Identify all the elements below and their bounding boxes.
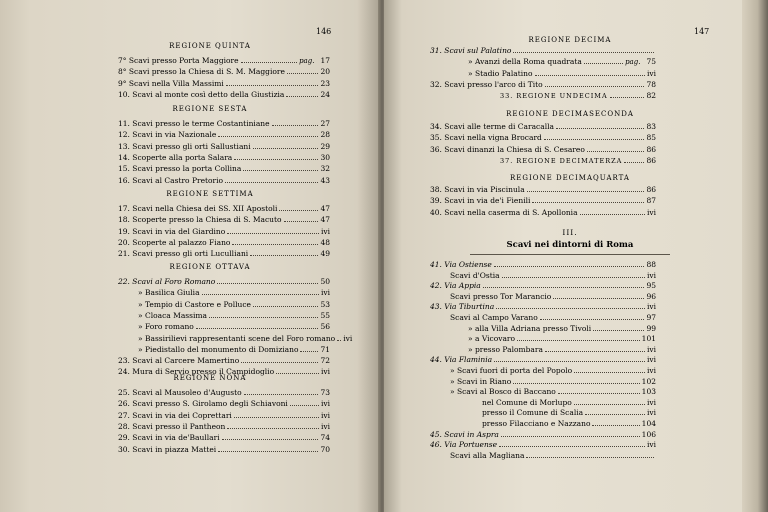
toc-entry (430, 185, 656, 197)
toc-entry-label: » Avanzi della Roma quadrata (468, 57, 582, 67)
leader-dots (218, 445, 318, 452)
toc-entry (118, 56, 330, 68)
section-title: REGIONE NONA (173, 374, 247, 382)
toc-entry (118, 300, 330, 312)
toc-page-number: ivi (320, 410, 330, 420)
toc-entry (118, 67, 330, 79)
toc-page-number: 24 (320, 89, 330, 99)
toc-page-number: 20 (320, 67, 330, 77)
toc-entry (430, 122, 656, 134)
toc-entry (118, 311, 330, 323)
toc-entry-label: 9° Scavi nella Villa Massimi (118, 78, 224, 88)
toc-page-number: ivi (646, 270, 656, 280)
toc-entry-label: 43. Via Tiburtina (430, 302, 495, 312)
toc-page-number: 28 (320, 130, 330, 140)
leader-dots (556, 122, 644, 129)
toc-entry-label: 36. Scavi dinanzi la Chiesa di S. Cesareo (430, 144, 585, 154)
toc-entry-label: 7° Scavi presso Porta Maggiore (118, 56, 239, 65)
toc-entry (118, 176, 330, 188)
leader-dots (241, 356, 318, 363)
toc-entry-label: 10. Scavi al monte così detto della Giustizia (118, 89, 285, 99)
toc-entry-label: » Scavi in Riano (450, 376, 512, 386)
leader-dots (496, 302, 645, 309)
toc-entry-label: Scavi d'Ostia (450, 270, 500, 280)
toc-page-number: 103 (641, 387, 656, 397)
toc-entry-label: 20. Scoperte al palazzo Fiano (118, 237, 231, 247)
leader-dots (532, 196, 644, 203)
toc-page-number: 82 (646, 91, 656, 101)
toc-page-number: 27 (320, 119, 330, 128)
toc-page-number: 48 (320, 237, 330, 247)
toc-entry-label: » Stadio Palatino (468, 68, 533, 78)
leader-dots (610, 91, 645, 98)
toc-entry-label: 22. Scavi al Foro Romano (118, 277, 216, 286)
leader-dots (227, 227, 319, 234)
toc-page-number: 30 (320, 152, 330, 162)
toc-entry-label: 46. Via Portuense (430, 440, 498, 450)
toc-page-number: 47 (320, 204, 330, 213)
toc-page-number: 83 (646, 122, 656, 131)
toc-page-number: 32 (320, 164, 330, 174)
toc-page-number: ivi (646, 366, 656, 375)
toc-entry-label: Scavi presso Tor Marancio (450, 291, 552, 301)
toc-entry-label: » Scavi fuori di porta del Popolo (450, 366, 573, 375)
leader-dots (494, 355, 645, 362)
toc-page-number: ivi (646, 440, 656, 450)
toc-entry-label: 11. Scavi presso le terme Costantiniane (118, 119, 270, 128)
leader-dots (544, 133, 645, 140)
toc-entry-label: 23. Scavi al Carcere Mamertino (118, 356, 240, 366)
page-number: 146 (316, 27, 332, 36)
toc-page-number: 101 (641, 334, 656, 344)
page-number: 147 (694, 27, 710, 36)
toc-entry-label: 37. REGIONE DECIMATERZA (500, 156, 623, 165)
toc-entry (430, 133, 656, 145)
leader-dots (574, 366, 645, 373)
toc-entry (118, 399, 330, 411)
toc-entry-label: 16. Scavi al Castro Pretorio (118, 175, 224, 185)
toc-entry-label: 42. Via Appia (430, 281, 481, 291)
toc-page-number: 99 (646, 323, 656, 333)
toc-entry-label: 17. Scavi nella Chiesa dei SS. XII Apostoli (118, 204, 278, 213)
toc-entry-label: 15. Scavi presso la porta Collina (118, 164, 242, 174)
leader-dots (232, 238, 318, 245)
toc-entry-label: 40. Scavi nella caserma di S. Apollonia (430, 207, 578, 217)
leader-dots (499, 440, 645, 447)
section-title: REGIONE DECIMA (528, 36, 612, 44)
toc-entry (430, 69, 656, 81)
toc-entry (430, 156, 656, 168)
leader-dots (513, 377, 639, 384)
leader-dots (535, 69, 645, 76)
toc-entry-label: 35. Scavi nella vigna Brocard (430, 133, 542, 143)
toc-entry (118, 142, 330, 154)
leader-dots (592, 419, 639, 426)
leader-dots (234, 153, 318, 160)
toc-page-number: ivi (646, 408, 656, 418)
leader-dots (513, 46, 654, 53)
leader-dots (527, 185, 645, 192)
toc-entry-label: presso il Comune di Scalia (482, 408, 584, 418)
toc-entry-label: 33. REGIONE UNDECIMA (500, 92, 608, 101)
toc-entry-label: » Basilica Giulia (138, 288, 200, 298)
leader-dots (253, 142, 319, 149)
toc-page-number: 23 (320, 78, 330, 88)
leader-dots (517, 334, 640, 341)
leader-dots (225, 176, 318, 183)
toc-page-number: ivi (320, 367, 330, 377)
leader-dots (222, 433, 319, 440)
toc-page-number: 95 (646, 281, 656, 291)
toc-entry (430, 196, 656, 208)
toc-entry (430, 451, 656, 463)
toc-entry (118, 433, 330, 445)
toc-entry-label: presso Filacciano e Nazzano (482, 419, 591, 428)
toc-entry (430, 80, 656, 92)
leader-dots (202, 288, 319, 295)
toc-entry-label: 8° Scavi presso la Chiesa di S. M. Maggiore (118, 67, 285, 77)
toc-page-number: 56 (320, 322, 330, 332)
leader-dots (483, 281, 645, 288)
leader-dots (501, 430, 640, 437)
section-title: REGIONE OTTAVA (169, 263, 251, 271)
toc-page-number: 73 (320, 388, 330, 397)
leader-dots (250, 249, 318, 256)
leader-dots (574, 398, 645, 405)
leader-dots (553, 292, 644, 299)
toc-entry (430, 145, 656, 157)
leader-dots (545, 80, 645, 87)
toc-entry-label: 28. Scavi presso il Pantheon (118, 421, 226, 431)
toc-entry-label: 25. Scavi al Mausoleo d'Augusto (118, 388, 242, 397)
part-title: Scavi nei dintorni di Roma (506, 240, 634, 250)
toc-entry-label: 27. Scavi in via dei Coprettari (118, 410, 232, 420)
toc-entry (118, 288, 330, 300)
toc-entry-label: 12. Scavi in via Nazionale (118, 130, 217, 140)
pag-abbrev: pag. (625, 58, 641, 67)
section-title: REGIONE QUINTA (169, 42, 251, 50)
toc-entry (118, 90, 330, 102)
toc-page-number: ivi (646, 302, 656, 312)
section-title: REGIONE DECIMAQUARTA (510, 174, 630, 182)
toc-entry-label: 32. Scavi presso l'arco di Tito (430, 79, 543, 89)
toc-page-number: 53 (320, 299, 330, 309)
toc-entry (430, 91, 656, 103)
toc-entry-label: 19. Scavi in via del Giardino (118, 226, 226, 236)
leader-dots (244, 388, 319, 395)
toc-page-number: 86 (646, 144, 656, 154)
title-rule (470, 254, 670, 255)
toc-page-number: 75 (646, 57, 656, 67)
toc-entry-label: » Cloaca Massima (138, 310, 207, 320)
toc-entry (430, 57, 656, 69)
toc-entry (118, 333, 353, 346)
toc-page-number: 49 (320, 249, 330, 259)
toc-entry (118, 204, 330, 216)
leader-dots (624, 156, 644, 163)
toc-page-number: 72 (320, 356, 330, 366)
toc-entry-label: 30. Scavi in piazza Mattei (118, 444, 217, 454)
leader-dots (209, 311, 318, 318)
toc-entry (118, 227, 330, 239)
leader-dots (217, 277, 318, 284)
leader-dots (587, 145, 645, 152)
toc-entry-label: 21. Scavi presso gli orti Luculliani (118, 249, 249, 259)
toc-entry (118, 79, 330, 91)
leader-dots (196, 322, 319, 329)
section-title: REGIONE DECIMASECONDA (506, 110, 634, 118)
toc-entry-label: 14. Scoperte alla porta Salara (118, 152, 233, 162)
toc-page-number: 87 (646, 196, 656, 206)
leader-dots (227, 422, 319, 429)
leader-dots (337, 334, 341, 341)
leader-dots (284, 215, 319, 222)
leader-dots (243, 164, 318, 171)
toc-entry (118, 388, 330, 400)
toc-page-number: 97 (646, 313, 656, 322)
pag-abbrev: pag. (299, 57, 315, 65)
toc-entry-label: » Piedistallo del monumento di Domiziano (138, 344, 299, 354)
toc-entry (118, 445, 330, 457)
toc-entry (118, 322, 330, 334)
toc-entry-label: » presso Palombara (468, 344, 543, 354)
leader-dots (286, 90, 318, 97)
toc-page-number: ivi (646, 207, 656, 217)
toc-page-number: 55 (320, 310, 330, 320)
toc-page-number: ivi (646, 344, 656, 354)
leader-dots (526, 451, 654, 458)
toc-entry-label: nel Comune di Morlupo (482, 397, 572, 407)
leader-dots (272, 119, 319, 126)
toc-entry (118, 345, 330, 357)
toc-entry-label: » a Vicovaro (468, 334, 516, 344)
toc-page-number: 78 (646, 79, 656, 89)
toc-page-number: 96 (646, 291, 656, 301)
toc-entry-label: 44. Via Flaminia (430, 355, 493, 365)
toc-entry-label: Scavi al Campo Varano (450, 313, 538, 322)
leader-dots (300, 345, 318, 352)
leader-dots (253, 300, 318, 307)
page-edges (742, 0, 768, 512)
toc-page-number: ivi (320, 421, 330, 431)
toc-entry (118, 215, 330, 227)
part-numeral: III. (562, 228, 578, 237)
toc-page-number: 43 (320, 175, 330, 185)
leader-dots (502, 271, 645, 278)
toc-entry-label: 29. Scavi in via de'Baullari (118, 433, 220, 443)
leader-dots (558, 387, 640, 394)
leader-dots (279, 204, 318, 211)
toc-entry (430, 46, 656, 58)
toc-entry (118, 422, 330, 434)
toc-entry (118, 238, 330, 250)
leader-dots (226, 79, 319, 86)
toc-page-number: 86 (646, 185, 656, 194)
toc-entry (430, 208, 656, 220)
toc-entry-label: 13. Scavi presso gli orti Sallustiani (118, 141, 251, 151)
toc-entry (118, 164, 330, 176)
section-title: REGIONE SETTIMA (166, 190, 254, 198)
toc-entry (118, 130, 330, 142)
toc-entry-label: » Scavi al Bosco di Baccano (450, 387, 556, 397)
toc-entry (118, 119, 330, 131)
leader-dots (593, 324, 644, 331)
toc-page-number: 86 (646, 155, 656, 165)
toc-entry-label: 18. Scoperte presso la Chiesa di S. Macuto (118, 215, 282, 225)
toc-entry-label: 41. Via Ostiense (430, 260, 492, 269)
toc-page-number: 71 (320, 344, 330, 354)
toc-page-number: 74 (320, 433, 330, 443)
toc-entry-label: 26. Scavi presso S. Girolamo degli Schiavoni (118, 399, 288, 409)
section-title: REGIONE SESTA (172, 105, 248, 113)
leader-dots (494, 260, 645, 267)
leader-dots (234, 411, 319, 418)
toc-page-number: ivi (646, 355, 656, 365)
leader-dots (241, 56, 298, 63)
toc-page-number: ivi (343, 333, 353, 343)
toc-entry (118, 249, 330, 261)
toc-entry-label: 24. Mura di Servio presso il Campidoglio (118, 367, 275, 377)
toc-entry-label: Scavi alla Magliana (450, 450, 525, 460)
toc-entry-label: 34. Scavi alle terme di Caracalla (430, 122, 554, 131)
toc-page-number: 85 (646, 133, 656, 143)
toc-page-number: 106 (641, 429, 656, 439)
toc-entry-label: » Foro romano (138, 322, 194, 332)
toc-page-number: 17 (320, 56, 330, 65)
toc-entry-label: » Tempio di Castore e Polluce (138, 299, 251, 309)
leader-dots (287, 67, 319, 74)
toc-entry-label: 31. Scavi sul Palatino (430, 46, 512, 55)
toc-page-number: 102 (641, 376, 656, 386)
toc-page-number: ivi (646, 397, 656, 407)
toc-page-number: 104 (641, 419, 656, 428)
toc-page-number: 50 (320, 277, 330, 286)
toc-entry-label: 38. Scavi in via Piscinula (430, 185, 525, 194)
toc-page-number: ivi (320, 288, 330, 298)
leader-dots (584, 57, 623, 64)
toc-entry (118, 277, 330, 289)
toc-page-number: ivi (320, 226, 330, 236)
toc-page-number: 47 (320, 215, 330, 225)
toc-entry (118, 153, 330, 165)
leader-dots (585, 408, 645, 415)
toc-page-number: 70 (320, 444, 330, 454)
leader-dots (218, 130, 318, 137)
leader-dots (580, 208, 645, 215)
toc-page-number: 29 (320, 141, 330, 151)
leader-dots (545, 345, 645, 352)
toc-page-number: ivi (320, 399, 330, 409)
leader-dots (540, 313, 645, 320)
leader-dots (290, 399, 319, 406)
toc-entry-label: 45. Scavi in Aspra (430, 429, 499, 439)
toc-entry (118, 356, 330, 368)
toc-entry-label: » Bassirilievi rappresentanti scene del Foro romano (138, 333, 336, 343)
toc-entry-label: 39. Scavi in via de'i Fienili (430, 196, 531, 206)
toc-page-number: ivi (646, 68, 656, 78)
toc-page-number: 88 (646, 260, 656, 269)
toc-entry-label: » alla Villa Adriana presso Tivoli (468, 323, 592, 333)
toc-entry (118, 411, 330, 423)
